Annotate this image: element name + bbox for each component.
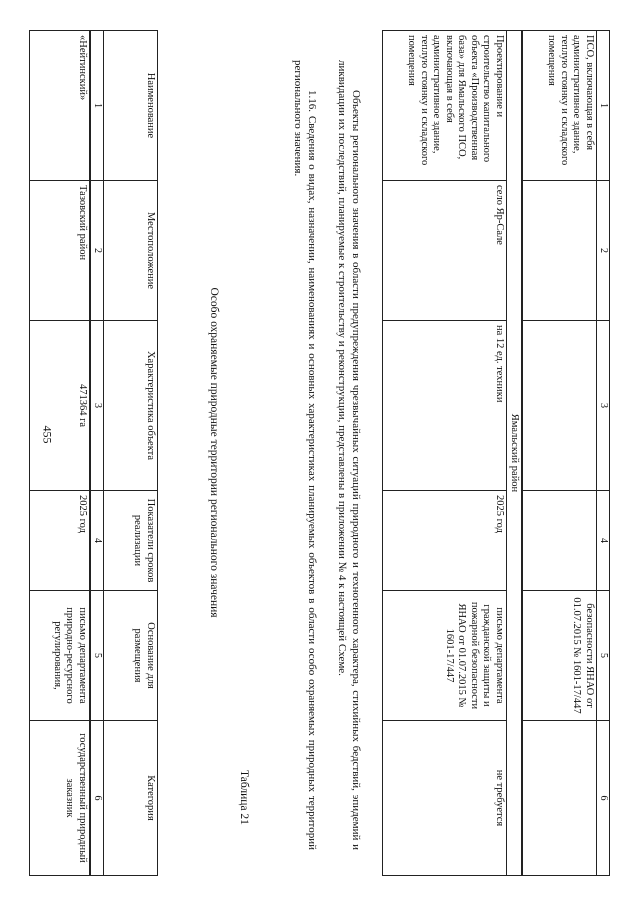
- object-name-cell: Проектирование и строительство капитального объекта «Производственная база» для Ямальского ПСО, включающая в себя административное здание, теплую стоянку и складского помещения: [383, 31, 507, 181]
- basis-cell: письмо департамента гражданской защиты и пожарной безопасности ЯНАО от 01.07.2015 № 1601-17/447: [383, 591, 507, 721]
- header-number: 4: [90, 491, 104, 591]
- location-cell: Тазовский район: [30, 181, 90, 321]
- deadline-cell: 2025 год: [30, 491, 90, 591]
- header-number: 5: [90, 591, 104, 721]
- district-heading-row: [507, 31, 523, 876]
- header-number: 5: [597, 591, 610, 721]
- object-name-cell: ПСО, включающая в себя административное здание, теплую стоянку и складского помещения: [523, 31, 597, 181]
- top-table: [382, 30, 610, 876]
- paragraph-emergency-objects: Объекты регионального значения в области предупреждения чрезвычайных ситуаций природного и техногенного характера, стихийных бедствий, эпидемий и ликвидации их последствий, планируемые к строительству и реконструкции, представлены в приложении № 4 к настоящей Схеме.: [336, 60, 362, 850]
- header-number: 2: [90, 181, 104, 321]
- basis-cell: письмо департамента природно-ресурсного регулирования,: [30, 591, 90, 721]
- notes-cell: [523, 721, 597, 876]
- page-number: 455: [40, 425, 55, 444]
- deadline-cell: 2025 год: [383, 491, 507, 591]
- header-number: 1: [90, 31, 104, 181]
- protected-areas-table: [30, 30, 159, 876]
- characteristic-cell: [523, 321, 597, 491]
- header-number: 3: [597, 321, 610, 491]
- column-header: Местоположение: [104, 181, 158, 321]
- header-number-row: [90, 31, 104, 876]
- column-header: Категория: [104, 721, 158, 876]
- header-number: 1: [597, 31, 610, 181]
- paragraph-protected-areas: 1.16. Сведения о видах, назначении, наименованиях и основных характеристиках планируемых объектов в области особо охраняемых природных территорий регионального значения.: [292, 60, 318, 850]
- header-number: 6: [90, 721, 104, 876]
- header-number: 2: [597, 181, 610, 321]
- district-heading: Ямальский район: [507, 31, 523, 876]
- header-number-row: [597, 31, 610, 876]
- header-number: 3: [90, 321, 104, 491]
- column-header: Основание для размещения: [104, 591, 158, 721]
- table-label: Таблица 21: [238, 770, 250, 825]
- column-header: Показатели сроков реализации: [104, 491, 158, 591]
- category-cell: государственный природный заказник: [30, 721, 90, 876]
- table-row: [30, 31, 90, 876]
- characteristic-cell: 471364 га: [30, 321, 90, 491]
- header-row: [104, 31, 158, 876]
- notes-cell: не требуется: [383, 721, 507, 876]
- header-number: 4: [597, 491, 610, 591]
- basis-cell: безопасности ЯНАО от 01.07.2015 № 1601-17/447: [523, 591, 597, 721]
- column-header: Наименование: [104, 31, 158, 181]
- location-cell: село Яр-Сале: [383, 181, 507, 321]
- column-header: Характеристика объекта: [104, 321, 158, 491]
- characteristic-cell: на 12 ед. техники: [383, 321, 507, 491]
- location-cell: [523, 181, 597, 321]
- table-title: Особо охраняемые природные территории регионального значения: [208, 287, 220, 618]
- table-row: [383, 31, 507, 876]
- table-row: [523, 31, 597, 876]
- area-name-cell: «Нейтинский»: [30, 31, 90, 181]
- header-number: 6: [597, 721, 610, 876]
- deadline-cell: [523, 491, 597, 591]
